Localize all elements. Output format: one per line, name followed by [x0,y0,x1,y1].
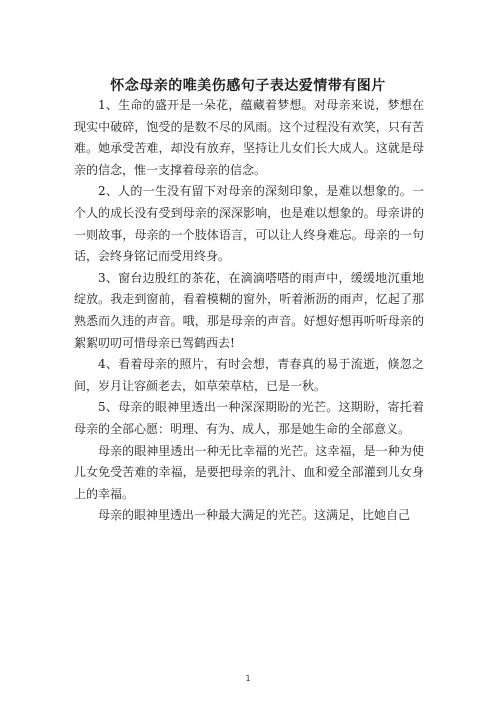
page-number: 1 [245,674,251,683]
paragraph-4: 4、看着母亲的照片，有时会想，青春真的易于流逝，倏忽之间，岁月让容颜老去，如草荣草枯，已是一秋。 [74,357,424,393]
document-title: 怀念母亲的唯美伤感句子表达爱情带有图片 [110,78,386,95]
paragraph-2: 2、人的一生没有留下对母亲的深刻印象，是难以想象的。一个人的成长没有受到母亲的深深影响，也是难以想象的。母亲讲的一则故事，母亲的一个肢体语言，可以让人终身难忘。母亲的一句话，会终身铭记而受用终身。 [74,184,424,264]
document-body [74,95,424,527]
paragraph-1: 1、生命的盛开是一朵花，蕴藏着梦想。对母亲来说，梦想在现实中破碎，饱受的是数不尽的风雨。这个过程没有欢笑，只有苦难。她承受苦难，却没有放弃，坚持让儿女们长大成人。这就是母亲的信念，惟一支撑着母亲的信念。 [74,98,424,177]
paragraph-5: 5、母亲的眼神里透出一种深深期盼的光芒。这期盼，寄托着母亲的全部心愿：明理、有为、成人，那是她生命的全部意义。 [74,400,424,436]
paragraph-7: 母亲的眼神里透出一种最大满足的光芒。这满足，比她自己 [98,508,411,523]
paragraph-6: 母亲的眼神里透出一种无比幸福的光芒。这幸福，是一种为使儿女免受苦难的幸福，是要把母亲的乳汁、血和爱全部灌到儿女身上的幸福。 [74,443,424,501]
paragraph-3: 3、窗台边殷红的茶花，在滴滴嗒嗒的雨声中，缓缓地沉重地绽放。我走到窗前，看着模糊的窗外，听着淅沥的雨声，忆起了那熟悉而久违的声音。哦，那是母亲的声音。好想好想再听听母亲的絮絮叨叨可惜母亲已驾鹤西去! [74,270,424,350]
